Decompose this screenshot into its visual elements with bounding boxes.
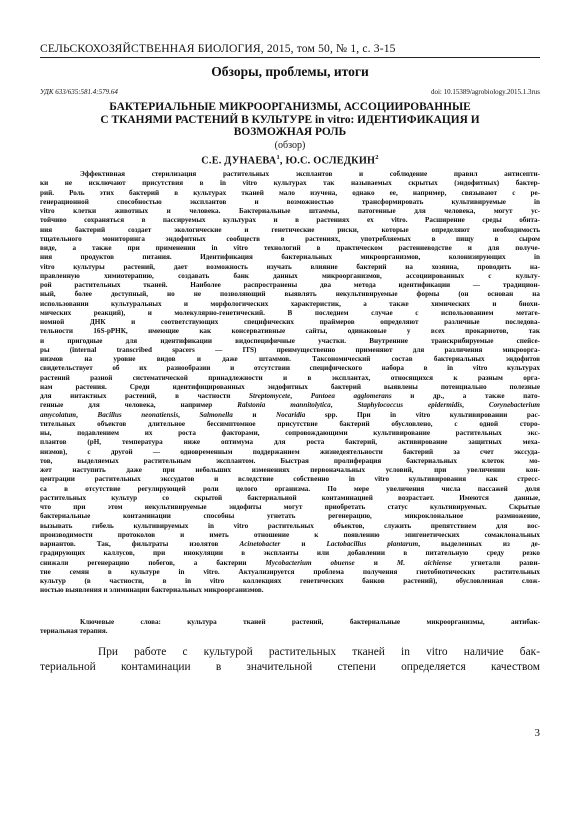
abstract-text: vitro культуры растений, дает возможность изучать влияние бактерий на хозяина, проводить на- (40, 262, 540, 271)
abstract-text: ния бактерий создает экологические и генетические риски, которые определяют необходимость (40, 225, 540, 234)
species-name: Salmonella (199, 410, 233, 419)
abstract-text: vitro клетки животных и человека. Бактериальные штаммы, патогенные для человека, могут ус- (40, 207, 540, 215)
abstract-line (40, 392, 540, 401)
abstract-text: и пригодные для идентификации видоспецифичные участки. Внутренние транскрибируемые спейсе- (40, 336, 540, 345)
author-affiliation-mark: 2 (375, 154, 379, 161)
abstract-text: , (178, 410, 200, 419)
species-name: amycolatum (40, 410, 77, 419)
abstract-text: , (462, 401, 489, 410)
abstract-text: рой растительных тканей. Наиболее распространены два метода идентификации — традицион- (40, 281, 540, 289)
keywords-line: териальная терапия. (40, 627, 108, 636)
body-line: териальной контаминации в значительной степени определяется качеством (40, 660, 540, 673)
abstract-text: тов, выделяемых растительным эксплантом. Быстрая пролиферация бактериальных клеток мо- (40, 456, 540, 465)
abstract-line (40, 401, 540, 410)
abstract-text: и др., а также пато- (391, 392, 540, 400)
author-name: С.Е. ДУНАЕВА (201, 155, 277, 167)
abstract-text: са в отсутствие регулирующей роли целого организма. По мере увеличения числа пассажей доля (40, 484, 540, 493)
article-title-line: С ТКАНЯМИ РАСТЕНИЙ В КУЛЬТУРЕ in vitro: ИДЕНТИФИКАЦИЯ И (100, 113, 480, 126)
abstract-line (40, 383, 540, 392)
abstract-text: растительных культур со скрытой бактериальной контаминацией возрастает. Имеются данные, (40, 493, 540, 502)
abstract-text: рий. Роль этих бактерий в культурах тканей мало изучена, однако ее, например, связывают с ре- (40, 188, 540, 197)
abstract-line (40, 475, 540, 484)
body-line: При работе с культурой растительных тканей in vitro наличие бак- (98, 646, 540, 658)
authors-line (40, 154, 540, 166)
abstract-line (40, 494, 540, 503)
abstract-text: тие семян в культуре in vitro. Актуализируется проблема получения гнотобиотических растительных (40, 567, 540, 576)
abstract-line (40, 577, 540, 586)
abstract-text: , (330, 401, 358, 410)
journal-header: СЕЛЬСКОХОЗЯЙСТВЕННАЯ БИОЛОГИЯ, 2015, том 50, № 1, с. 3-15 (40, 42, 396, 55)
abstract-line (40, 429, 540, 438)
species-name: Nocaridia (276, 410, 306, 419)
author-separator: , (279, 155, 286, 167)
abstract-text: генные для человека, например (40, 401, 238, 410)
abstract-text: низмов), с другой — одновременным поддержанием жизнедеятельности бактерий за счет экссуда- (40, 447, 540, 456)
abstract-line (40, 207, 540, 216)
abstract-line (40, 170, 540, 179)
abstract-line (40, 549, 540, 558)
species-name: Streptomycete (249, 392, 291, 400)
abstract-line (40, 512, 540, 521)
abstract-text: генерационной способностью эксплантов и возможностью трансформировать культивируемые in (40, 197, 540, 206)
abstract-text: свидетельствует об их разнообразии и отсутствии специфического набора в in vitro культурах (40, 364, 540, 373)
abstract-text: мических реакций), и молекулярно-генетический. В последнем случае с использованием метаге- (40, 308, 540, 317)
header-divider (40, 57, 540, 58)
abstract-text: Эффективная стерилизация растительных эксплантов и соблюдение правил антисепти- (80, 170, 540, 178)
article-title (60, 101, 520, 139)
article-title-line: ВОЗМОЖНАЯ РОЛЬ (233, 126, 347, 138)
abstract-line (40, 198, 540, 207)
abstract-text: номной ДНК и соответствующих специфических праймеров определяют различные последова- (40, 318, 540, 326)
abstract-text: использовании культуральных и морфологических характеристик, а также химических и биохи- (40, 299, 540, 308)
abstract-text: что при этом некультивируемые эндофиты могут приобретать статус культивируемых. Скрытые (40, 503, 540, 511)
abstract-line (40, 272, 540, 281)
abstract-line (40, 327, 540, 336)
abstract-text: центрации растительных экссудатов и вследствие собственно in vitro культивирования как стресс- (40, 475, 540, 484)
species-name: Corynebacterium (488, 401, 540, 410)
abstract-text: и (280, 540, 327, 548)
author-name: Ю.С. ОСЛЕДКИН (285, 155, 376, 167)
abstract-line (40, 411, 540, 420)
abstract-text: низмов на уровне видов и даже штаммов. Таксономический состав бактериальных эндофитов (40, 355, 540, 363)
abstract-text: и (354, 558, 397, 567)
abstract-text: spp. При in vitro культивировании рас- (305, 410, 540, 419)
abstract-text: ры (internal transcribed spacers — ITS) преимущественно применяют для различения микроорга- (40, 345, 540, 354)
abstract-text: и (232, 410, 276, 419)
abstract-text: тельности 16S-рРНК, имеющие как консервативные сайты, одинаковые у всех прокариотов, так (40, 327, 540, 336)
abstract (40, 170, 540, 596)
species-name: Ralstonia mannitolytica (237, 401, 331, 410)
abstract-line (40, 216, 540, 225)
species-name: Pantoea agglomerans (310, 392, 392, 400)
abstract-line (40, 244, 540, 253)
author-affiliation-mark: 1 (276, 154, 280, 161)
abstract-line (40, 503, 540, 512)
abstract-text: ностью выявления и элиминации бактериальных микроорганизмов. (40, 586, 264, 595)
abstract-text: виде, а также при применении in vitro технологий в практическом растениеводстве и для получе- (40, 244, 540, 252)
abstract-text: снижали регенерацию побегов, а бактерии (40, 558, 266, 567)
abstract-line (40, 586, 540, 595)
abstract-text: тщательного мониторинга эндофитных сообществ в растениях, употребляемых в пищу в сыром (40, 234, 540, 243)
abstract-text: правленную химиотерапию, создавать банк данных микроорганизмов, ассоциированных с культу- (40, 271, 540, 280)
keywords (40, 618, 540, 637)
udk-code: УДК 633/635:581.4:579.64 (40, 88, 118, 96)
abstract-text: жет наступить даже при небольших изменениях первоначальных условий, при увеличении кон- (40, 466, 540, 474)
abstract-line (40, 466, 540, 475)
abstract-text: вызывать гибель культивируемых in vitro растительных объектов, служить препятствием для вос- (40, 521, 540, 530)
abstract-line (40, 235, 540, 244)
abstract-text: ный, более доступный, но не позволяющий выявлять некультивируемые формы (он основан на (40, 290, 540, 299)
abstract-line (40, 281, 540, 290)
abstract-line (40, 346, 540, 355)
abstract-line (40, 226, 540, 235)
body-text (40, 645, 540, 674)
abstract-text: растений разной систематической принадлежности и в эксплантах, относящихся к разным орга- (40, 373, 540, 382)
abstract-text: , (290, 392, 311, 400)
abstract-line (40, 300, 540, 309)
abstract-text: , (76, 410, 98, 419)
abstract-line (40, 179, 540, 188)
species-name: M. aichiense (396, 558, 452, 567)
species-name: Staphylococcus epidermidis (357, 401, 463, 410)
abstract-line (40, 263, 540, 272)
abstract-line (40, 364, 540, 373)
abstract-line (40, 318, 540, 327)
abstract-line (40, 568, 540, 577)
abstract-line (40, 485, 540, 494)
species-name: Mycobacterium obuense (265, 558, 355, 567)
section-title: Обзоры, проблемы, итоги (211, 64, 369, 79)
abstract-text: производимости протоколов и иметь отношение к появлению эпигенетических сомаклональных (40, 530, 540, 539)
page-number: 3 (534, 727, 540, 739)
abstract-line (40, 290, 540, 299)
abstract-text: вариантов. Так, фильтраты изолятов (40, 540, 240, 548)
abstract-text: бактериальные контаминации способны угнетать регенерацию, микроклональное размножение, (40, 512, 540, 521)
article-title-line: БАКТЕРИАЛЬНЫЕ МИКРООРГАНИЗМЫ, АССОЦИИРОВАННЫЕ (109, 101, 471, 113)
abstract-line (40, 559, 540, 568)
species-name: Lactobacillus plantarum (326, 540, 419, 548)
abstract-text: культур (в частности, в in vitro коллекциях генетических банков растений), обусловленная слож- (40, 577, 540, 585)
review-note: (обзор) (274, 140, 306, 151)
keywords-line: Ключевые слова: культура тканей растений, бактериальные микроорганизмы, антибак- (80, 618, 540, 626)
doi-link[interactable]: doi: 10.15389/agrobiology.2015.1.3rus (430, 88, 540, 96)
abstract-line (40, 457, 540, 466)
abstract-line (40, 374, 540, 383)
species-name: Acinetobacter (239, 540, 281, 548)
abstract-line (40, 522, 540, 531)
abstract-line (40, 355, 540, 364)
abstract-text: ны, подавлением их роста факторами, сопровождающими культивирование растительных экс- (40, 429, 540, 437)
species-name: Bacillus neonatiensis (97, 410, 179, 419)
abstract-text: нам растения. Среди идентифицированных эндофитных бактерий выявлены потенциально полезные (40, 382, 540, 391)
abstract-line (40, 337, 540, 346)
abstract-text: угнетали разви- (451, 558, 540, 567)
abstract-line (40, 189, 540, 198)
abstract-line (40, 438, 540, 447)
abstract-text: градирующих каллусов, при инокуляции в экспланты или добавлении в питательную среду резко (40, 549, 540, 558)
abstract-text: ния продуктов питания. Идентификация бактериальных микроорганизмов, колонизирующих in (40, 253, 540, 262)
abstract-line (40, 309, 540, 318)
abstract-text: тойчиво сохраняться в пассируемых культурах и в растениях ex vitro. Расширение среды обита- (40, 216, 540, 225)
abstract-line (40, 531, 540, 540)
abstract-text: для интактных растений, в частности (40, 392, 250, 400)
abstract-text: ки не исключают присутствия в in vitro культурах так называемых скрытых (эндофитных) бактер- (40, 179, 540, 188)
abstract-text: , выделенных из де- (418, 540, 540, 548)
abstract-line (40, 448, 540, 457)
abstract-text: тительных объектов длительное бессимптомное присутствие бактерий обусловлено, с одной сторо- (40, 419, 540, 428)
abstract-line (40, 420, 540, 429)
abstract-line (40, 540, 540, 549)
abstract-line (40, 253, 540, 262)
abstract-text: плантов (рН, температура ниже оптимума для роста бактерий, активирование защитных меха- (40, 438, 540, 447)
